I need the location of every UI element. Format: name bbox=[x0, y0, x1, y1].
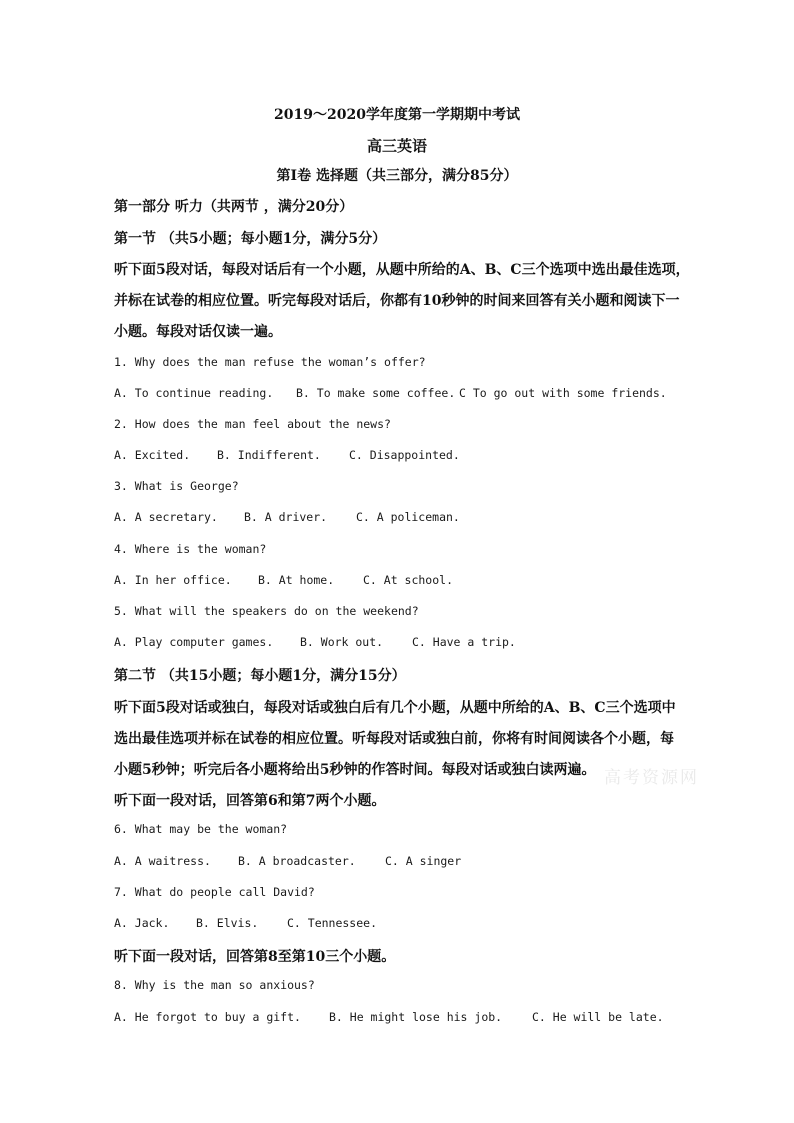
question-2-options bbox=[114, 448, 460, 462]
question-6-options bbox=[114, 854, 461, 868]
question-7-option-b: B. Elvis. bbox=[196, 916, 259, 930]
question-1-option-c: C To go out with some friends. bbox=[459, 386, 667, 400]
question-7-option-a: A. Jack. bbox=[114, 916, 170, 930]
question-5-options bbox=[114, 635, 516, 649]
group2-heading: 听下面一段对话，回答第8至第10三个小题。 bbox=[114, 949, 396, 965]
watermark: 高考资源网 bbox=[604, 768, 699, 788]
question-2-option-c: C. Disappointed. bbox=[349, 448, 460, 462]
question-2-option-b: B. Indifferent. bbox=[217, 448, 321, 462]
question-7-option-c: C. Tennessee. bbox=[287, 916, 378, 930]
question-3-option-c: C. A policeman. bbox=[356, 510, 460, 524]
question-4-stem: 4. Where is the woman? bbox=[114, 542, 267, 556]
question-4-option-b: B. At home. bbox=[258, 573, 335, 587]
question-1-options bbox=[114, 386, 667, 400]
question-5-stem: 5. What will the speakers do on the weekend? bbox=[114, 604, 419, 618]
section2-heading: 第二节 （共15小题；每小题1分，满分15分） bbox=[114, 668, 406, 684]
question-1-option-b: B. To make some coffee. bbox=[296, 386, 456, 400]
section1-instructions-line-3: 小题。每段对话仅读一遍。 bbox=[114, 324, 282, 340]
question-3-option-a: A. A secretary. bbox=[114, 510, 218, 524]
question-3-options bbox=[114, 510, 460, 524]
section2-instructions-line-3: 小题5秒钟；听完后各小题将给出5秒钟的作答时间。每段对话或独白读两遍。 bbox=[114, 762, 596, 778]
exam-title: 2019～2020学年度第一学期期中考试 bbox=[274, 107, 520, 123]
question-6-stem: 6. What may be the woman? bbox=[114, 822, 288, 836]
question-5-option-c: C. Have a trip. bbox=[412, 635, 516, 649]
question-8-stem: 8. Why is the man so anxious? bbox=[114, 978, 315, 992]
question-4-option-a: A. In her office. bbox=[114, 573, 232, 587]
question-3-stem: 3. What is George? bbox=[114, 479, 239, 493]
question-4-options bbox=[114, 573, 453, 587]
question-5-option-a: A. Play computer games. bbox=[114, 635, 274, 649]
question-7-options bbox=[114, 916, 377, 930]
question-1-stem: 1. Why does the man refuse the woman’s offer? bbox=[114, 355, 426, 369]
question-6-option-c: C. A singer bbox=[385, 854, 462, 868]
subject-title: 高三英语 bbox=[366, 137, 427, 155]
section2-instructions-line-2: 选出最佳选项并标在试卷的相应位置。听每段对话或独白前，你将有时间阅读各个小题，每 bbox=[114, 731, 674, 747]
question-8-option-b: B. He might lose his job. bbox=[329, 1010, 503, 1024]
part1-heading: 第一部分 听力（共两节 ，满分20分） bbox=[114, 199, 354, 215]
section1-instructions-line-1: 听下面5段对话，每段对话后有一个小题，从题中所给的A、B、C三个选项中选出最佳选项， bbox=[114, 262, 690, 278]
question-2-stem: 2. How does the man feel about the news? bbox=[114, 417, 391, 431]
question-8-option-a: A. He forgot to buy a gift. bbox=[114, 1010, 301, 1024]
question-8-options bbox=[114, 1010, 664, 1024]
question-3-option-b: B. A driver. bbox=[244, 510, 328, 524]
volume-title: 第Ⅰ卷 选择题（共三部分，满分85分） bbox=[276, 168, 518, 184]
section2-instructions-line-1: 听下面5段对话或独白，每段对话或独白后有几个小题，从题中所给的A、B、C三个选项中 bbox=[114, 700, 676, 716]
question-4-option-c: C. At school. bbox=[363, 573, 454, 587]
question-6-option-b: B. A broadcaster. bbox=[238, 854, 356, 868]
question-2-option-a: A. Excited. bbox=[114, 448, 191, 462]
question-5-option-b: B. Work out. bbox=[300, 635, 384, 649]
question-6-option-a: A. A waitress. bbox=[114, 854, 211, 868]
section1-instructions-line-2: 并标在试卷的相应位置。听完每段对话后，你都有10秒钟的时间来回答有关小题和阅读下一 bbox=[114, 293, 680, 309]
question-7-stem: 7. What do people call David? bbox=[114, 885, 315, 899]
group1-heading: 听下面一段对话，回答第6和第7两个小题。 bbox=[114, 793, 386, 809]
question-8-option-c: C. He will be late. bbox=[532, 1010, 664, 1024]
question-1-option-a: A. To continue reading. bbox=[114, 386, 274, 400]
section1-heading: 第一节 （共5小题；每小题1分，满分5分） bbox=[114, 231, 387, 247]
